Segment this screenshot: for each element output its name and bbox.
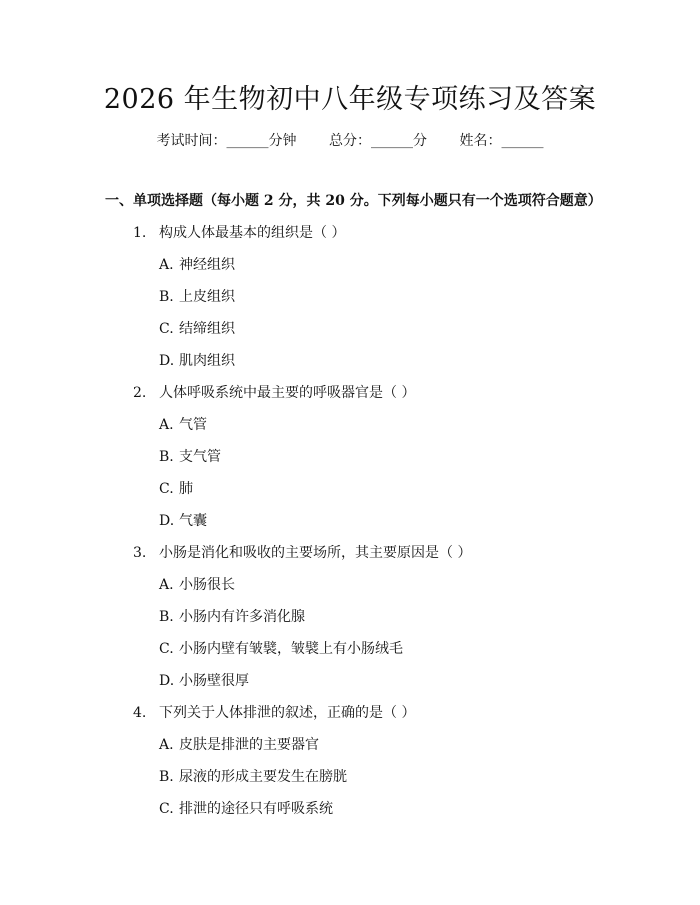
option-letter: B. <box>159 769 174 785</box>
question-1-option-d <box>159 350 235 372</box>
question-text: 下列关于人体排泄的叙述，正确的是（ ） <box>159 705 416 721</box>
option-text: 小肠内壁有皱襞，皱襞上有小肠绒毛 <box>179 641 403 657</box>
question-text: 小肠是消化和吸收的主要场所，其主要原因是（ ） <box>159 545 472 561</box>
option-letter: C. <box>159 801 174 817</box>
question-4-option-c <box>159 798 333 820</box>
question-number: 4. <box>133 705 147 721</box>
option-text: 结缔组织 <box>179 321 235 337</box>
option-letter: D. <box>159 353 175 369</box>
total-score-blank: ______ <box>371 133 413 149</box>
question-text: 构成人体最基本的组织是（ ） <box>159 225 346 241</box>
question-1 <box>133 222 345 244</box>
option-text: 尿液的形成主要发生在膀胱 <box>179 769 347 785</box>
option-letter: A. <box>159 577 174 593</box>
question-number: 1. <box>133 225 147 241</box>
question-2-option-a <box>159 414 207 436</box>
question-4-option-b <box>159 766 347 788</box>
option-text: 上皮组织 <box>179 289 235 305</box>
option-letter: B. <box>159 609 174 625</box>
option-text: 气管 <box>179 417 207 433</box>
option-letter: B. <box>159 449 174 465</box>
option-letter: C. <box>159 481 174 497</box>
option-text: 肺 <box>179 481 193 497</box>
option-letter: D. <box>159 513 175 529</box>
question-text: 人体呼吸系统中最主要的呼吸器官是（ ） <box>159 385 416 401</box>
option-letter: B. <box>159 289 174 305</box>
question-3-option-b <box>159 606 305 628</box>
student-name-label: 姓名： <box>459 133 502 149</box>
question-2 <box>133 382 415 404</box>
question-2-option-c <box>159 478 193 500</box>
question-3-option-c <box>159 638 403 660</box>
section-heading: 一、单项选择题（每小题 2 分，共 20 分。下列每小题只有一个选项符合题意） <box>105 193 602 209</box>
question-2-option-d <box>159 510 207 532</box>
option-text: 小肠很长 <box>179 577 235 593</box>
question-3-option-d <box>159 670 249 692</box>
document-title: 2026 年生物初中八年级专项练习及答案 <box>103 84 597 115</box>
exam-info-line <box>0 130 700 152</box>
student-name-blank: ______ <box>501 133 544 149</box>
student-name-field <box>459 133 543 149</box>
question-number: 2. <box>133 385 147 401</box>
question-3-option-a <box>159 574 235 596</box>
exam-time-unit: 分钟 <box>268 133 297 149</box>
option-letter: A. <box>159 257 174 273</box>
exam-time-label: 考试时间： <box>156 133 227 149</box>
option-text: 气囊 <box>179 513 207 529</box>
option-letter: C. <box>159 321 174 337</box>
option-text: 支气管 <box>179 449 221 465</box>
option-text: 排泄的途径只有呼吸系统 <box>179 801 333 817</box>
total-score-label: 总分： <box>329 133 371 149</box>
option-text: 肌肉组织 <box>179 353 235 369</box>
option-letter: D. <box>159 673 175 689</box>
exam-time-blank: ______ <box>226 133 269 149</box>
question-4-option-a <box>159 734 319 756</box>
total-score-unit: 分 <box>413 133 427 149</box>
option-letter: C. <box>159 641 174 657</box>
exam-time-field <box>157 133 297 149</box>
option-text: 小肠壁很厚 <box>179 673 249 689</box>
option-letter: A. <box>159 417 174 433</box>
option-text: 神经组织 <box>179 257 235 273</box>
option-text: 小肠内有许多消化腺 <box>179 609 305 625</box>
question-1-option-c <box>159 318 235 340</box>
option-text: 皮肤是排泄的主要器官 <box>179 737 319 753</box>
option-letter: A. <box>159 737 174 753</box>
question-2-option-b <box>159 446 221 468</box>
question-1-option-a <box>159 254 235 276</box>
question-1-option-b <box>159 286 235 308</box>
question-4 <box>133 702 415 724</box>
total-score-field <box>329 133 427 149</box>
question-3 <box>133 542 471 564</box>
question-number: 3. <box>133 545 147 561</box>
